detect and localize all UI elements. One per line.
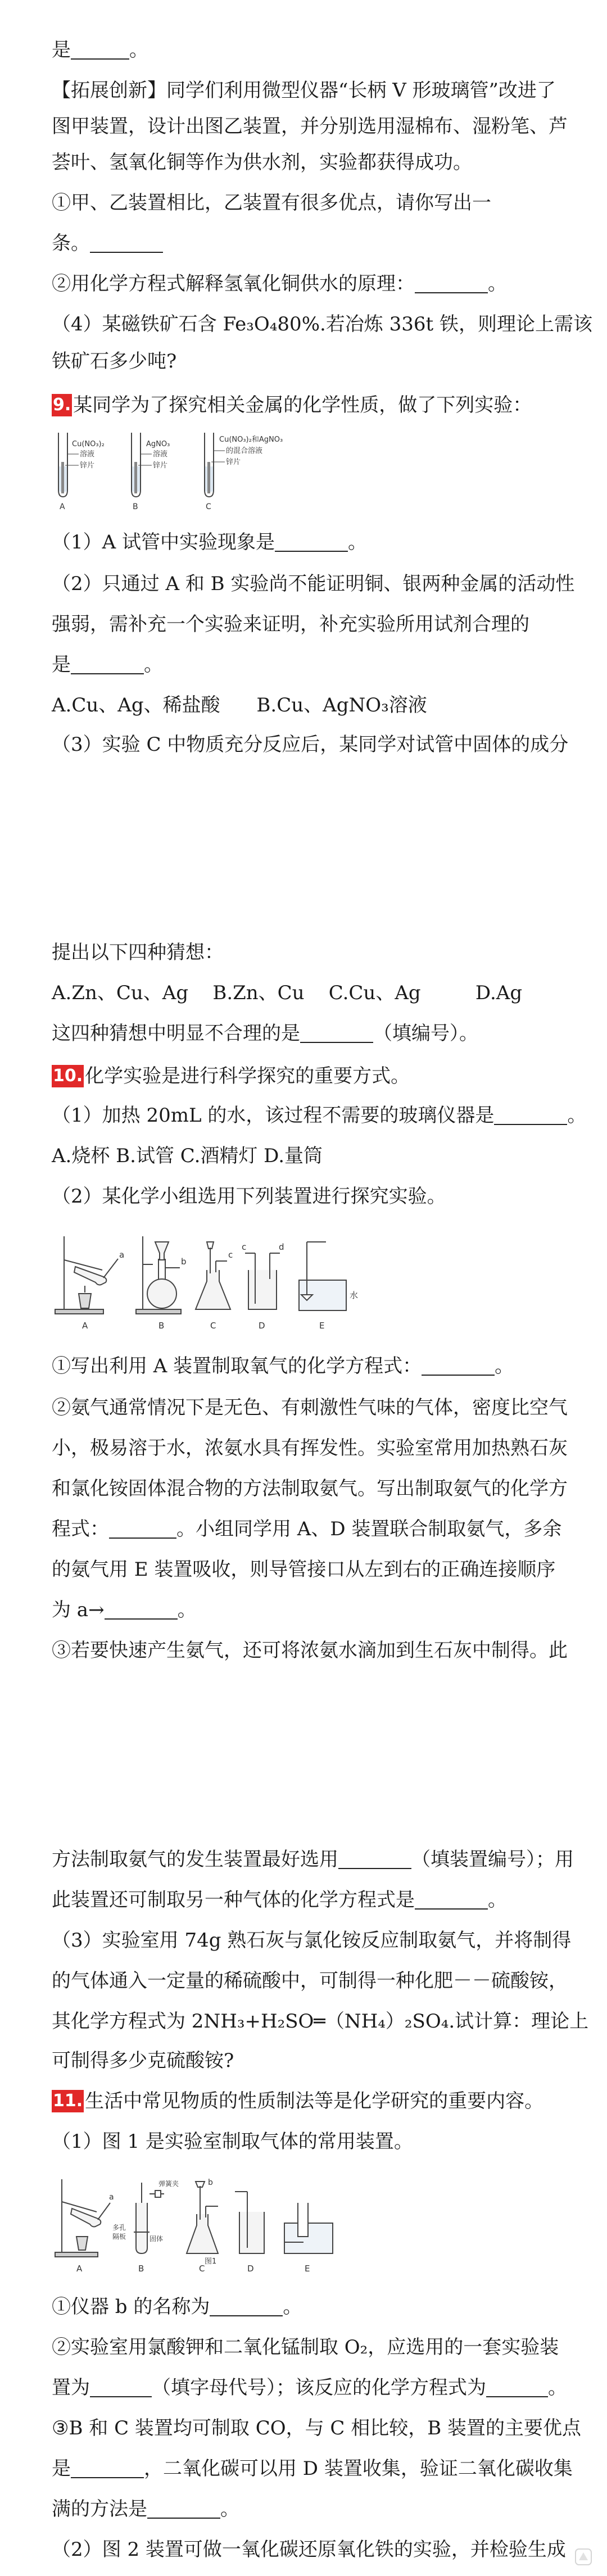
q10-line-6: ②氨气通常情况下是无色、有刺激性气味的气体，密度比空气 (52, 1396, 568, 1419)
svg-text:弹簧夹: 弹簧夹 (158, 2180, 179, 2188)
q10-line-11: 为 a→ 。 (52, 1593, 558, 1627)
svg-text:溶液: 溶液 (153, 450, 168, 459)
answer-blank[interactable] (90, 2374, 152, 2397)
q9-line-7: （3）实验 C 中物质充分反应后，某同学对试管中固体的成分 (52, 733, 569, 756)
svg-text:E: E (319, 1321, 325, 1331)
apparatus-a (55, 2179, 110, 2257)
svg-text:C: C (210, 1321, 216, 1331)
answer-blank[interactable] (494, 1101, 567, 1125)
q10-line-17: 其化学方程式为 2NH₃+H₂SO═（NH₄）₂SO₄.试计算：理论上 (52, 2010, 589, 2033)
answer-blank[interactable] (147, 2495, 220, 2519)
q8-line-8: （4）某磁铁矿石含 Fe₃O₄80%.若冶炼 336t 铁，则理论上需该 (52, 313, 592, 335)
svg-text:b: b (208, 2178, 213, 2187)
q11-line-3: ①仪器 b 的名称为 。 (52, 2289, 558, 2324)
answer-blank[interactable] (90, 229, 163, 253)
svg-text:b: b (181, 1257, 187, 1267)
q11-line-7: 是 ，二氧化碳可以用 D 装置收集，验证二氧化碳收集 (52, 2451, 558, 2486)
svg-text:锌片: 锌片 (80, 461, 95, 470)
question-number: 9. (52, 394, 72, 416)
svg-text:A: A (76, 2264, 83, 2274)
answer-blank[interactable] (109, 1515, 176, 1539)
svg-text:的混合溶液: 的混合溶液 (226, 447, 263, 455)
apparatus-d (235, 2192, 264, 2253)
apparatus-a (55, 1236, 118, 1314)
q10-line-18: 可制得多少克硫酸铵? (52, 2049, 234, 2072)
apparatus-d (245, 1253, 280, 1309)
q10-line-9: 程式： 。小组同学用 A、D 装置联合制取氨气，多余 (52, 1512, 558, 1546)
q10-line-8: 和氯化铵固体混合物的方法制取氨气。写出制取氨气的化学方 (52, 1477, 568, 1500)
apparatus-b (136, 1236, 181, 1314)
answer-blank[interactable] (422, 1352, 495, 1376)
svg-text:D: D (247, 2264, 254, 2274)
svg-text:B: B (133, 502, 138, 511)
answer-blank[interactable] (71, 2455, 144, 2478)
watermark-icon (573, 2547, 594, 2567)
q9-line-5: 是 。 (52, 647, 558, 682)
q10-line-4: （2）某化学小组选用下列装置进行探究实验。 (52, 1185, 446, 1208)
q8-line-4: 荟叶、氢氧化铜等作为供水剂，实验都获得成功。 (52, 151, 472, 174)
svg-text:c: c (242, 1242, 247, 1252)
svg-text:a: a (119, 1250, 125, 1260)
answer-blank[interactable] (275, 528, 348, 552)
apparatus-c (196, 1242, 230, 1309)
answer-blank[interactable] (210, 2293, 283, 2316)
svg-text:c: c (228, 1250, 233, 1260)
q8-line-7: ②用化学方程式解释氢氧化铜供水的原理： 。 (52, 266, 558, 301)
q9-line-10: 这四种猜想中明显不合理的是 （填编号）。 (52, 1016, 558, 1051)
q11-line-8: 满的方法是 。 (52, 2492, 558, 2527)
svg-text:D: D (259, 1321, 265, 1331)
q9-test-tube-figure (52, 427, 288, 511)
svg-text:水: 水 (350, 1290, 359, 1300)
apparatus-b (134, 2183, 164, 2253)
q11-line-6: ③B 和 C 装置均可制取 CO，与 C 相比较，B 装置的主要优点 (52, 2417, 582, 2439)
svg-text:C: C (206, 502, 211, 511)
q9-options-2: A.Zn、Cu、Ag B.Zn、Cu C.Cu、Ag D.Ag (52, 982, 523, 1004)
test-tube-b (132, 433, 170, 511)
q11-line-4: ②实验室用氯酸钾和二氧化锰制取 O₂，应选用的一套实验装 (52, 2336, 559, 2359)
answer-blank[interactable] (415, 1886, 488, 1910)
q10-line-10: 的氨气用 E 装置吸收，则导管接口从左到右的正确连接顺序 (52, 1558, 556, 1581)
q9-line-4: 强弱，需补充一个实验来证明，补充实验所用试剂合理的 (52, 613, 529, 636)
q10-line-13: 方法制取氨气的发生装置最好选用 （填装置编号）；用 (52, 1842, 558, 1877)
svg-text:多孔: 多孔 (112, 2224, 126, 2232)
svg-text:B: B (158, 1321, 165, 1331)
svg-text:溶液: 溶液 (80, 450, 95, 459)
q11-line-9: （2）图 2 装置可做一氧化碳还原氧化铁的实验，并检验生成 (52, 2538, 566, 2561)
q10-line-16: 的气体通入一定量的稀硫酸中，可制得一种化肥－－硫酸铵， (52, 1970, 568, 1992)
q8-line-1: 是 。 (52, 33, 558, 67)
answer-blank[interactable] (71, 36, 129, 60)
q10-apparatus-figure (52, 1225, 366, 1332)
svg-text:E: E (305, 2264, 310, 2274)
q10-line-1: 10. 化学实验是进行科学探究的重要方式。 (53, 1065, 410, 1087)
svg-text:AgNO₃: AgNO₃ (146, 440, 170, 448)
q10-line-2: （1）加热 20mL 的水，该过程不需要的玻璃仪器是 。 (52, 1098, 558, 1133)
question-number: 10. (52, 1065, 84, 1087)
q8-line-9: 铁矿石多少吨? (52, 350, 177, 373)
q10-line-5: ①写出利用 A 装置制取氧气的化学方程式： 。 (52, 1349, 558, 1384)
svg-text:d: d (279, 1242, 284, 1252)
svg-text:锌片: 锌片 (153, 461, 168, 470)
svg-text:Cu(NO₃)₂: Cu(NO₃)₂ (72, 440, 105, 448)
q11-line-1: 11. 生活中常见物质的性质制法等是化学研究的重要内容。 (53, 2090, 544, 2112)
svg-text:A: A (60, 502, 65, 511)
q8-line-5: ①甲、乙装置相比，乙装置有很多优点，请你写出一 (52, 192, 491, 214)
test-tube-c (205, 433, 283, 511)
answer-blank[interactable] (300, 1019, 373, 1043)
question-number: 11. (52, 2090, 84, 2112)
q8-line-3: 图甲装置，设计出图乙装置，并分别选用湿棉布、湿粉笔、芦 (52, 115, 568, 138)
apparatus-e (299, 1242, 346, 1310)
q8-line-6: 条。 (52, 226, 558, 261)
answer-blank[interactable] (415, 270, 488, 293)
apparatus-e (284, 2203, 333, 2253)
svg-text:固体: 固体 (150, 2235, 164, 2243)
svg-text:C: C (199, 2264, 205, 2274)
test-tube-a (58, 433, 105, 511)
svg-text:锌片: 锌片 (226, 458, 241, 466)
svg-text:隔板: 隔板 (112, 2233, 126, 2241)
answer-blank[interactable] (71, 651, 144, 674)
q11-line-5: 置为 （填字母代号）；该反应的化学方程式为 。 (52, 2370, 558, 2405)
q9-line-3: （2）只通过 A 和 B 实验尚不能证明铜、银两种金属的活动性 (52, 573, 575, 595)
q10-line-15: （3）实验室用 74g 熟石灰与氯化铵反应制取氨气，并将制得 (52, 1929, 572, 1952)
q9-line-2: （1）A 试管中实验现象是 。 (52, 525, 558, 560)
svg-text:B: B (138, 2264, 144, 2274)
apparatus-c (187, 2182, 218, 2253)
answer-blank[interactable] (105, 1596, 178, 1620)
q10-line-12: ③若要快速产生氨气，还可将浓氨水滴加到生石灰中制得。此 (52, 1639, 568, 1662)
svg-text:A: A (82, 1321, 88, 1331)
answer-blank[interactable] (338, 1845, 411, 1869)
q10-options: A.烧杯 B.试管 C.酒精灯 D.量筒 (52, 1145, 323, 1167)
svg-text:Cu(NO₃)₂和AgNO₃: Cu(NO₃)₂和AgNO₃ (219, 436, 283, 444)
q8-line-2: 【拓展创新】同学们利用微型仪器“长柄 V 形玻璃管”改进了 (52, 79, 556, 102)
answer-blank[interactable] (486, 2374, 548, 2397)
q10-line-14: 此装置还可制取另一种气体的化学方程式是 。 (52, 1883, 558, 1917)
q10-line-7: 小，极易溶于水，浓氨水具有挥发性。实验室常用加热熟石灰 (52, 1437, 568, 1459)
q9-line-1: 9. 某同学为了探究相关金属的化学性质，做了下列实验： (53, 394, 532, 416)
q9-line-8: 提出以下四种猜想： (52, 941, 224, 964)
svg-text:图1: 图1 (205, 2257, 217, 2266)
q9-options-1: A.Cu、Ag、稀盐酸 B.Cu、AgNO₃溶液 (52, 694, 427, 716)
q11-line-2: （1）图 1 是实验室制取气体的常用装置。 (52, 2130, 413, 2153)
q11-figure-1 (52, 2169, 366, 2276)
svg-text:a: a (109, 2193, 114, 2202)
